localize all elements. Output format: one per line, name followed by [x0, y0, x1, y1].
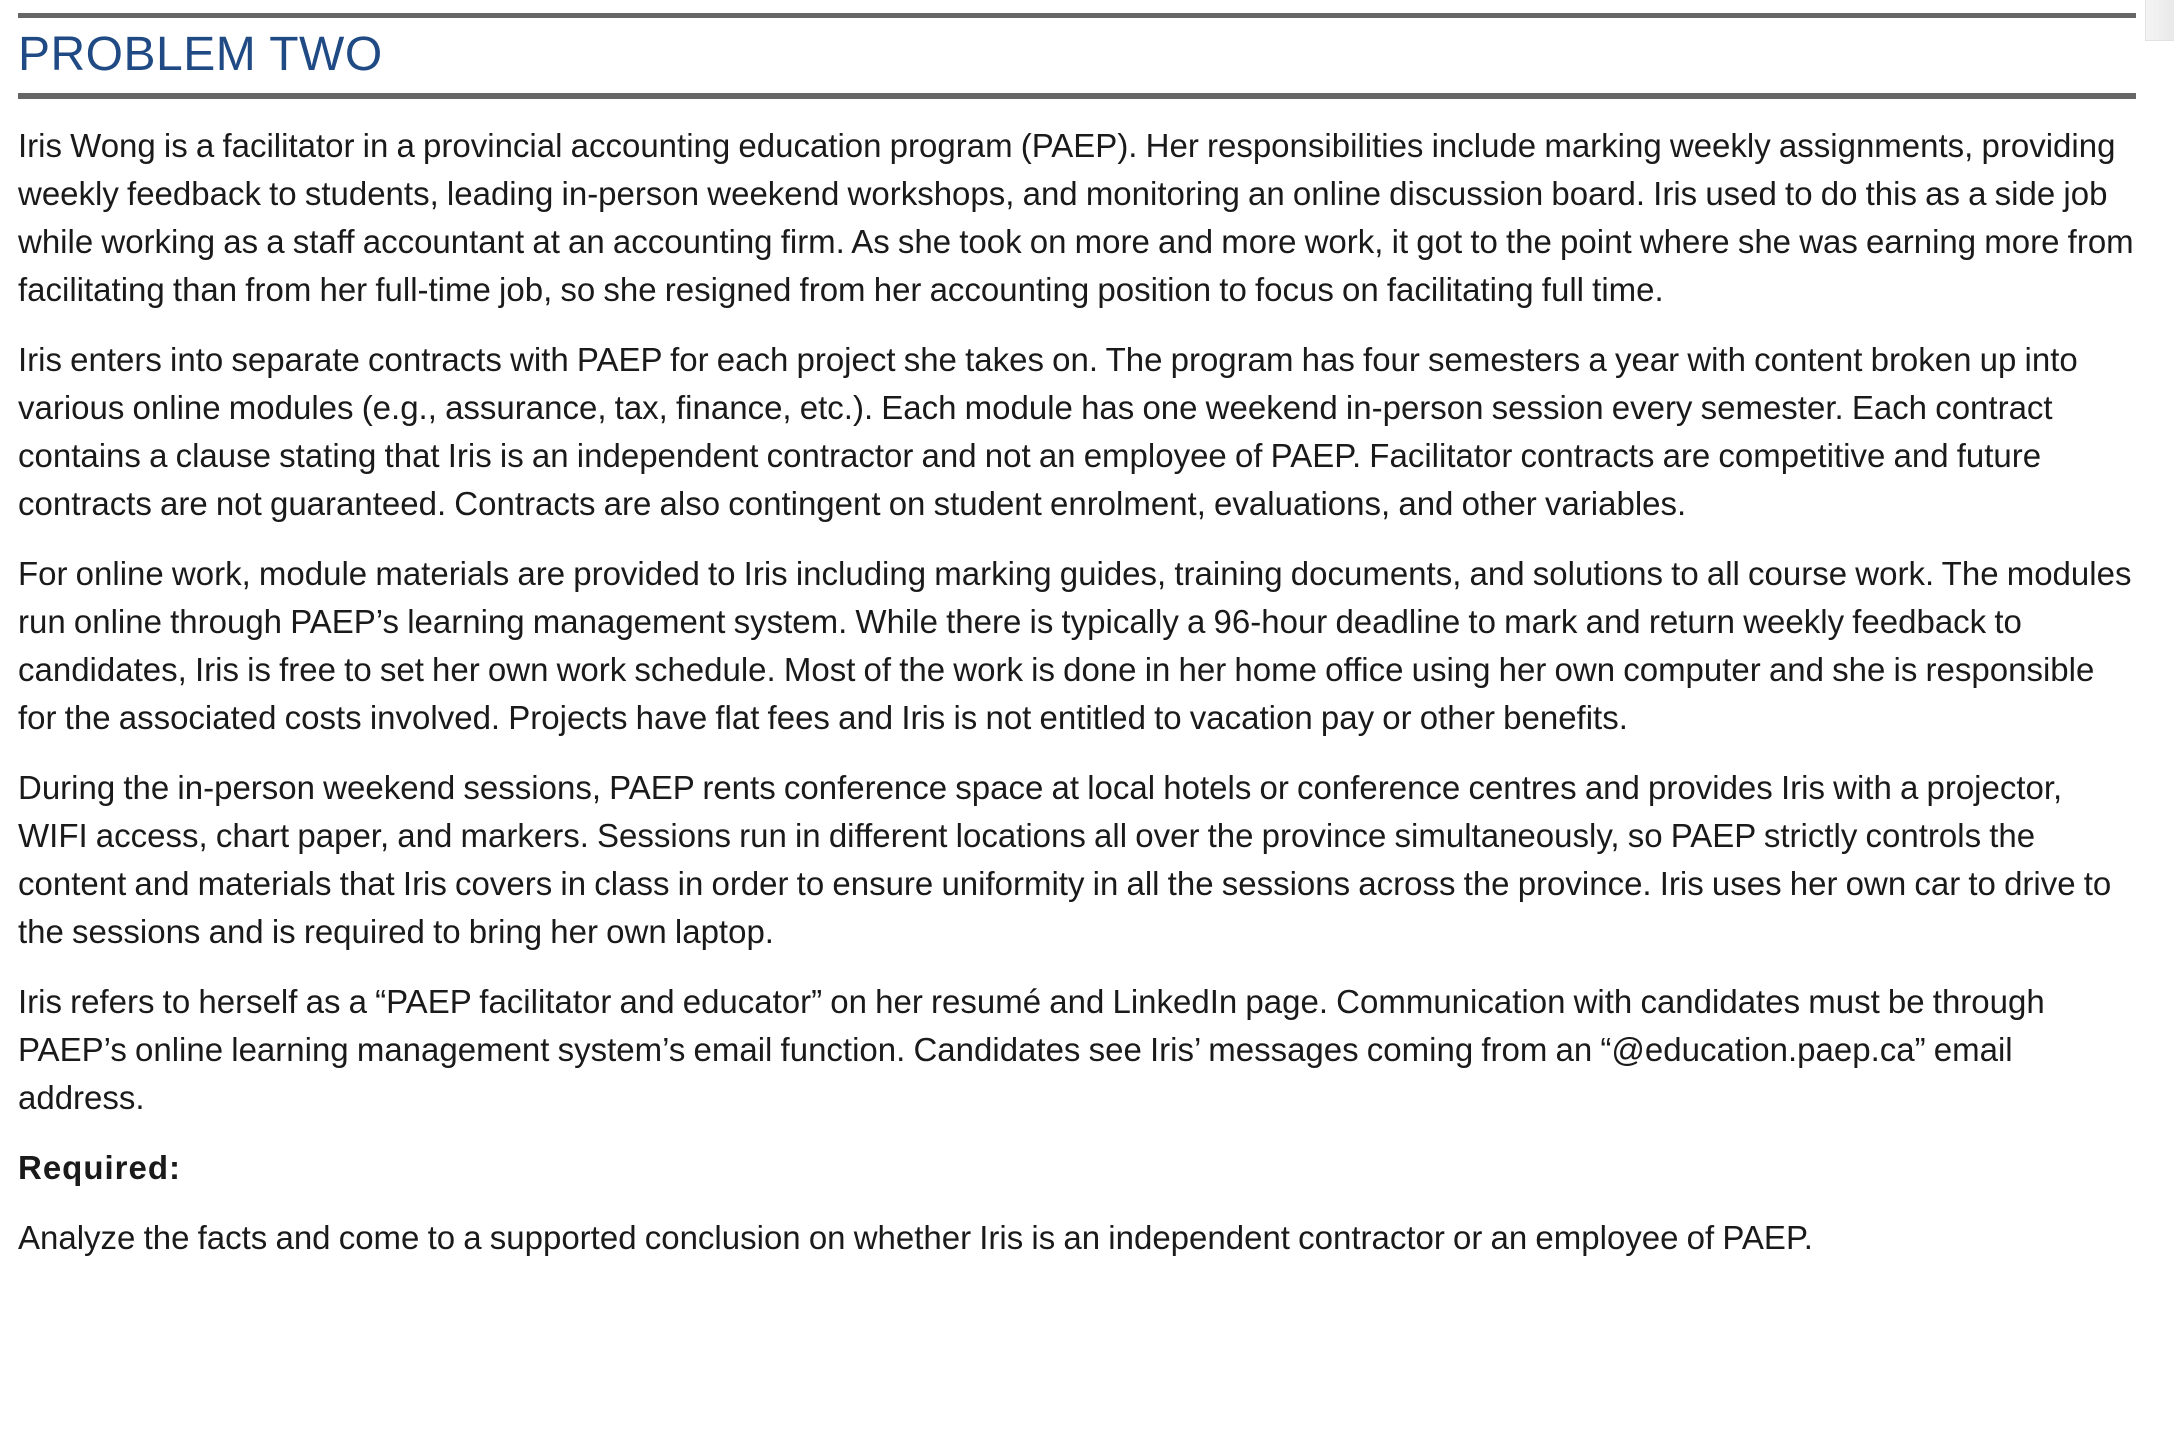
paragraph-contracts: Iris enters into separate contracts with PAEP for each project she takes on. The program has four semesters a year with content broken up into various online modules (e.g., assurance, tax, finance, etc.). Each module has one weekend in-person session every semester. Each contract contains a clause stating that Iris is an independent contractor and not an employee of PAEP. Facilitator contracts are competitive and future contracts are not guaranteed. Contracts are also contingent on student enrolment, evaluations, and other variables.	[18, 341, 2078, 522]
top-rule	[18, 13, 2136, 18]
page-title: PROBLEM TWO	[18, 28, 383, 81]
paragraph-in-person-sessions: During the in-person weekend sessions, PAEP rents conference space at local hotels or conference centres and provides Iris with a projector, WIFI access, chart paper, and markers. Sessions run in different locations all over the province simultaneously, so PAEP strictly controls the content and materials that Iris covers in class in order to ensure uniformity in all the sessions across the province. Iris uses her own car to drive to the sessions and is required to bring her own laptop.	[18, 769, 2112, 950]
document-body	[18, 122, 2136, 1262]
paragraph-online-work: For online work, module materials are provided to Iris including marking guides, training documents, and solutions to all course work. The modules run online through PAEP’s learning management system. While there is typically a 96-hour deadline to mark and return weekly feedback to candidates, Iris is free to set her own work schedule. Most of the work is done in her home office using her own computer and she is responsible for the associated costs involved. Projects have flat fees and Iris is not entitled to vacation pay or other benefits.	[18, 555, 2132, 736]
paragraph-communication: Iris refers to herself as a “PAEP facilitator and educator” on her resumé and LinkedIn page. Communication with candidates must be through PAEP’s online learning management system’s email function. Candidates see Iris’ messages coming from an “@education.paep.ca” email address.	[18, 983, 2045, 1116]
required-question: Analyze the facts and come to a supported conclusion on whether Iris is an independent contractor or an employee of PAEP.	[18, 1219, 1813, 1256]
required-heading: Required:	[18, 1149, 182, 1186]
title-underline-rule	[18, 93, 2136, 99]
corner-scroll-tab	[2145, 0, 2174, 41]
paragraph-background: Iris Wong is a facilitator in a provincial accounting education program (PAEP). Her responsibilities include marking weekly assignments, providing weekly feedback to students, leading in-person weekend workshops, and monitoring an online discussion board. Iris used to do this as a side job while working as a staff accountant at an accounting firm. As she took on more and more work, it got to the point where she was earning more from facilitating than from her full-time job, so she resigned from her accounting position to focus on facilitating full time.	[18, 127, 2134, 308]
